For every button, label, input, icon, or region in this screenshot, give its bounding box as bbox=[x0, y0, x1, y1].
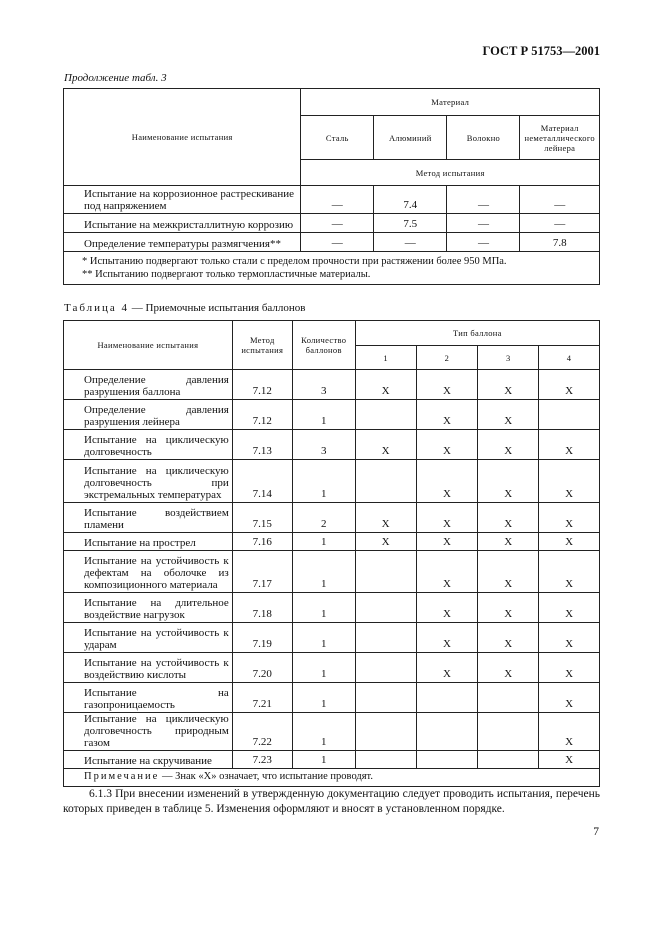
t3-cell: — bbox=[374, 233, 447, 252]
table-row bbox=[64, 593, 600, 623]
t4-row-type-mark bbox=[355, 683, 416, 713]
t3-cell: — bbox=[301, 214, 374, 233]
table-3 bbox=[63, 88, 600, 285]
t4-row-type-mark: X bbox=[355, 370, 416, 400]
t4-row-type-mark bbox=[355, 551, 416, 593]
t4-row-type-mark bbox=[355, 713, 416, 751]
t3-material: Волокно bbox=[447, 116, 520, 160]
t4-row-type-mark bbox=[416, 713, 478, 751]
t4-row-name: Испытание на циклическую долговечность природным газом bbox=[64, 713, 233, 751]
t4-row-type-mark bbox=[478, 713, 539, 751]
t4-row-type-mark: X bbox=[478, 370, 539, 400]
t4-row-method: 7.14 bbox=[232, 460, 292, 503]
table-row bbox=[64, 713, 600, 751]
t4-row-type-mark: X bbox=[478, 623, 539, 653]
t3-col-name: Наименование испытания bbox=[64, 89, 301, 186]
table-4 bbox=[63, 320, 600, 787]
t4-row-type-mark: X bbox=[416, 593, 478, 623]
t3-material: Сталь bbox=[301, 116, 374, 160]
page-number: 7 bbox=[593, 826, 599, 838]
t4-row-name: Испытание на прострел bbox=[64, 533, 233, 551]
t4-row-count: 1 bbox=[292, 533, 355, 551]
t4-row-type-mark: X bbox=[539, 713, 600, 751]
t4-row-type-mark: X bbox=[355, 430, 416, 460]
t4-row-name: Испытание на устойчивость к ударам bbox=[64, 623, 233, 653]
t3-row-name: Испытание на коррозионное растрескивание под напряжением bbox=[64, 186, 301, 214]
t4-row-type-mark: X bbox=[416, 653, 478, 683]
t4-row-type-mark: X bbox=[478, 593, 539, 623]
table-row bbox=[64, 653, 600, 683]
t4-row-name: Испытание воздействием пламени bbox=[64, 503, 233, 533]
t4-row-type-mark bbox=[355, 593, 416, 623]
t3-cell: — bbox=[447, 233, 520, 252]
t4-body bbox=[64, 370, 600, 769]
t4-row-type-mark bbox=[478, 751, 539, 769]
t3-note: ** Испытанию подвергают только термопластичные материалы. bbox=[82, 269, 371, 280]
t4-note-text: — Знак «Х» означает, что испытание проводят. bbox=[159, 771, 373, 782]
document-id: ГОСТ Р 51753—2001 bbox=[482, 44, 600, 58]
t4-col-name: Наименование испытания bbox=[64, 321, 233, 370]
t3-material: Материал неметаллического лейнера bbox=[520, 116, 600, 160]
t4-row-count: 3 bbox=[292, 430, 355, 460]
t3-cell: — bbox=[520, 214, 600, 233]
t4-row-count: 3 bbox=[292, 370, 355, 400]
table-row bbox=[64, 551, 600, 593]
t3-cell: — bbox=[447, 214, 520, 233]
t4-row-type-mark bbox=[355, 751, 416, 769]
t4-row-type-mark: X bbox=[539, 551, 600, 593]
t4-row-count: 1 bbox=[292, 593, 355, 623]
t4-row-method: 7.12 bbox=[232, 370, 292, 400]
t4-row-type-mark bbox=[478, 683, 539, 713]
t4-col-method: Метод испытания bbox=[232, 321, 292, 370]
t4-row-type-mark: X bbox=[539, 653, 600, 683]
t4-note-label: Примечание bbox=[84, 771, 160, 782]
t4-row-count: 1 bbox=[292, 683, 355, 713]
t3-row-name: Определение температуры размягчения** bbox=[64, 233, 301, 252]
t4-row-name: Испытание на газопроницаемость bbox=[64, 683, 233, 713]
t4-type: 1 bbox=[355, 346, 416, 370]
t4-row-method: 7.13 bbox=[232, 430, 292, 460]
t3-row-name: Испытание на межкристаллитную коррозию bbox=[64, 214, 301, 233]
t3-cell: — bbox=[447, 186, 520, 214]
t4-row-type-mark: X bbox=[416, 503, 478, 533]
t4-row-count: 1 bbox=[292, 551, 355, 593]
t4-row-count: 1 bbox=[292, 653, 355, 683]
t3-material: Алюминий bbox=[374, 116, 447, 160]
t4-row-type-mark bbox=[416, 751, 478, 769]
table-row bbox=[64, 400, 600, 430]
t4-row-count: 1 bbox=[292, 460, 355, 503]
t4-row-method: 7.15 bbox=[232, 503, 292, 533]
t4-row-method: 7.19 bbox=[232, 623, 292, 653]
t3-cell: — bbox=[301, 233, 374, 252]
t4-row-type-mark: X bbox=[416, 400, 478, 430]
t4-row-type-mark: X bbox=[355, 533, 416, 551]
t3-cell: 7.5 bbox=[374, 214, 447, 233]
t4-row-count: 1 bbox=[292, 400, 355, 430]
t4-row-type-mark bbox=[355, 400, 416, 430]
t4-row-type-mark: X bbox=[539, 370, 600, 400]
t4-row-type-mark: X bbox=[539, 623, 600, 653]
t4-row-name: Определение давления разрушения лейнера bbox=[64, 400, 233, 430]
t4-row-type-mark: X bbox=[478, 551, 539, 593]
table-row bbox=[64, 503, 600, 533]
t4-row-name: Испытание на устойчивость к воздействию кислоты bbox=[64, 653, 233, 683]
t4-row-type-mark: X bbox=[478, 533, 539, 551]
t4-row-name: Испытание на длительное воздействие нагрузок bbox=[64, 593, 233, 623]
t4-row-type-mark: X bbox=[416, 370, 478, 400]
t4-row-type-mark: X bbox=[416, 533, 478, 551]
t4-row-type-mark: X bbox=[478, 400, 539, 430]
t3-note: * Испытанию подвергают только стали с пределом прочности при растяжении более 950 МПа. bbox=[82, 256, 507, 267]
t4-row-name: Определение давления разрушения баллона bbox=[64, 370, 233, 400]
t4-row-method: 7.22 bbox=[232, 713, 292, 751]
t4-row-type-mark: X bbox=[416, 551, 478, 593]
t4-row-type-mark: X bbox=[539, 503, 600, 533]
t4-row-type-mark: X bbox=[416, 623, 478, 653]
t4-row-method: 7.16 bbox=[232, 533, 292, 551]
t3-col-material: Материал bbox=[301, 89, 600, 116]
t4-row-type-mark: X bbox=[478, 503, 539, 533]
t3-cell: 7.4 bbox=[374, 186, 447, 214]
t4-row-type-mark: X bbox=[539, 430, 600, 460]
t4-type: 3 bbox=[478, 346, 539, 370]
t4-note bbox=[64, 769, 600, 787]
t4-row-type-mark: X bbox=[416, 430, 478, 460]
t4-row-name: Испытание на циклическую долговечность bbox=[64, 430, 233, 460]
t4-type: 2 bbox=[416, 346, 478, 370]
paragraph-6-1-3: 6.1.3 При внесении изменений в утвержденную документацию следует проводить испытания, перечень которых приведен в таблице 5. Изменения оформляют и вносят в установленном порядке. bbox=[63, 788, 600, 815]
t3-cell: — bbox=[301, 186, 374, 214]
t4-row-count: 1 bbox=[292, 623, 355, 653]
t4-row-type-mark bbox=[355, 623, 416, 653]
table4-caption bbox=[64, 302, 305, 314]
t4-row-method: 7.12 bbox=[232, 400, 292, 430]
table-row bbox=[64, 370, 600, 400]
t4-row-count: 1 bbox=[292, 751, 355, 769]
t4-row-type-mark: X bbox=[539, 533, 600, 551]
t4-row-type-mark: X bbox=[539, 593, 600, 623]
t4-col-count: Количество баллонов bbox=[292, 321, 355, 370]
t4-row-type-mark: X bbox=[539, 460, 600, 503]
t4-row-name: Испытание на устойчивость к дефектам на оболочке из композиционного материала bbox=[64, 551, 233, 593]
t4-row-type-mark: X bbox=[355, 503, 416, 533]
t4-row-type-mark bbox=[355, 653, 416, 683]
table-row bbox=[64, 623, 600, 653]
t4-row-type-mark: X bbox=[539, 751, 600, 769]
table-row bbox=[64, 683, 600, 713]
t4-col-type: Тип баллона bbox=[355, 321, 599, 346]
t4-row-type-mark bbox=[355, 460, 416, 503]
t3-cell: 7.8 bbox=[520, 233, 600, 252]
t4-row-type-mark: X bbox=[478, 430, 539, 460]
table-row bbox=[64, 751, 600, 769]
t4-type: 4 bbox=[539, 346, 600, 370]
t3-col-method: Метод испытания bbox=[301, 160, 600, 186]
table-row bbox=[64, 430, 600, 460]
t4-row-count: 2 bbox=[292, 503, 355, 533]
table4-caption-text: — Приемочные испытания баллонов bbox=[129, 302, 306, 314]
t4-row-type-mark: X bbox=[416, 460, 478, 503]
t4-row-method: 7.17 bbox=[232, 551, 292, 593]
table4-caption-label: Таблица 4 bbox=[64, 302, 130, 314]
t4-row-type-mark bbox=[539, 400, 600, 430]
t4-row-method: 7.21 bbox=[232, 683, 292, 713]
t3-cell: — bbox=[520, 186, 600, 214]
t4-row-name: Испытание на скручивание bbox=[64, 751, 233, 769]
t4-row-type-mark: X bbox=[539, 683, 600, 713]
t4-row-method: 7.20 bbox=[232, 653, 292, 683]
t4-row-method: 7.23 bbox=[232, 751, 292, 769]
table-row bbox=[64, 460, 600, 503]
t4-row-type-mark: X bbox=[478, 653, 539, 683]
t4-row-method: 7.18 bbox=[232, 593, 292, 623]
table3-continuation: Продолжение табл. 3 bbox=[64, 72, 167, 84]
t4-row-type-mark bbox=[416, 683, 478, 713]
t4-row-count: 1 bbox=[292, 713, 355, 751]
t3-notes bbox=[64, 252, 600, 285]
t4-row-type-mark: X bbox=[478, 460, 539, 503]
table-row bbox=[64, 533, 600, 551]
t4-row-name: Испытание на циклическую долговечность при экстремальных температурах bbox=[64, 460, 233, 503]
